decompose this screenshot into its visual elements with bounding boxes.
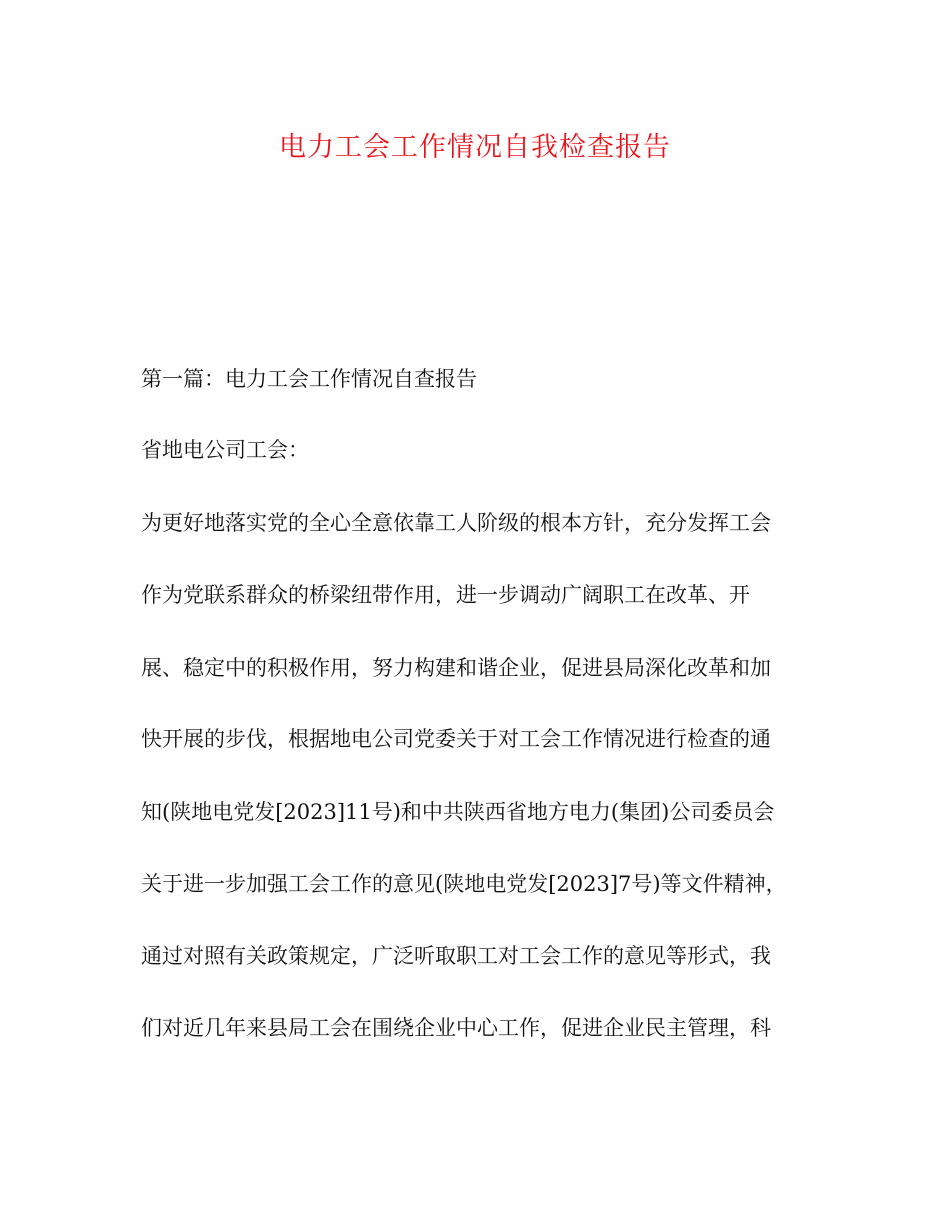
section-heading: 第一篇：电力工会工作情况自查报告 <box>141 367 477 391</box>
body-line: 们对近几年来县局工会在围绕企业中心工作，促进企业民主管理，科 <box>141 1016 771 1040</box>
body-line: 作为党联系群众的桥梁纽带作用，进一步调动广阔职工在改革、开 <box>141 583 750 607</box>
body-line: 通过对照有关政策规定，广泛听取职工对工会工作的意见等形式，我 <box>141 944 771 968</box>
salutation: 省地电公司工会： <box>141 438 309 462</box>
body-line: 快开展的步伐，根据地电公司党委关于对工会工作情况进行检查的通 <box>141 727 771 751</box>
body-line: 为更好地落实党的全心全意依靠工人阶级的根本方针，充分发挥工会 <box>141 511 771 535</box>
body-line: 展、稳定中的积极作用，努力构建和谐企业，促进县局深化改革和加 <box>141 656 771 680</box>
document-title: 电力工会工作情况自我检查报告 <box>279 132 671 163</box>
body-line: 关于进一步加强工会工作的意见(陕地电党发[2023]7号)等文件精神， <box>141 872 787 896</box>
body-line: 知(陕地电党发[2023]11号)和中共陕西省地方电力(集团)公司委员会 <box>141 800 775 824</box>
